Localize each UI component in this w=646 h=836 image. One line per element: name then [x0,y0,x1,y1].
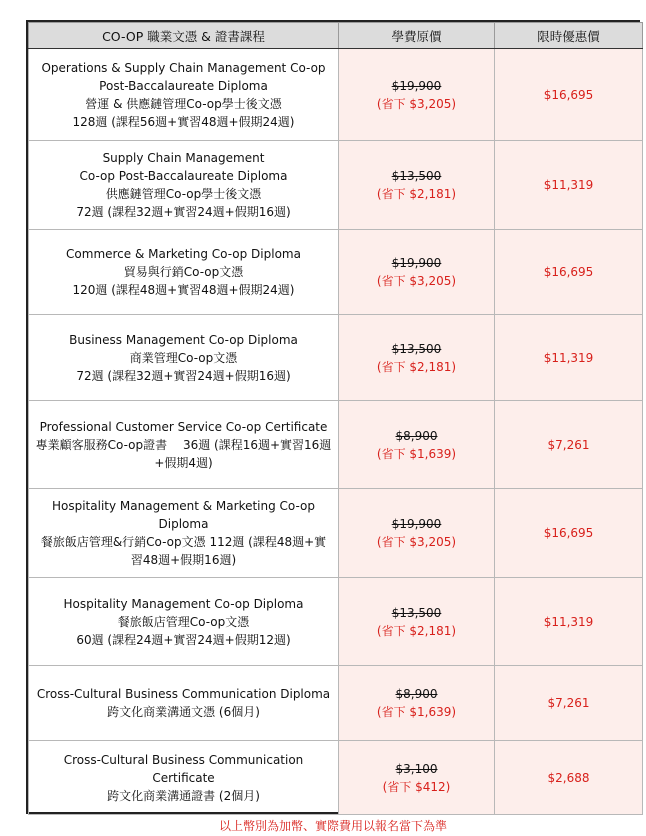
original-price: $13,500 [391,605,442,620]
course-line: 跨文化商業溝通證書 (2個月) [107,788,260,803]
course-line: 營運 & 供應鏈管理Co-op學士後文憑 [85,96,282,111]
course-line: 專業顧客服務Co-op證書 36週 (課程16週+實習16週 [35,437,332,452]
original-price-cell [339,49,495,141]
header-original-price: 學費原價 [339,23,495,49]
course-line: 128週 (課程56週+實習48週+假期24週) [72,114,295,129]
course-line: 60週 (課程24週+實習24週+假期12週) [76,632,291,647]
original-price-cell [339,315,495,401]
course-line: Diploma [158,517,209,531]
course-name-cell [29,578,339,666]
original-price: $19,900 [391,256,442,270]
course-line: Operations & Supply Chain Management Co-op [41,60,326,75]
saving-amount: (省下 $3,205) [376,274,457,288]
table-header-row [29,23,643,49]
course-name-cell [29,230,339,315]
course-line: +假期4週) [154,455,213,470]
course-line: 貿易與行銷Co-op文憑 [123,265,244,279]
original-price: $3,100 [395,761,438,776]
original-price: $19,900 [391,78,442,93]
table-row [29,230,643,315]
course-line: 供應鏈管理Co-op學士後文憑 [105,187,262,201]
course-line: Co-op Post-Baccalaureate Diploma [79,169,288,183]
course-line: 跨文化商業溝通文憑 (6個月) [107,705,260,719]
sale-price-cell: $7,261 [495,666,643,741]
saving-amount: (省下 $3,205) [376,96,457,111]
sale-price-cell: $16,695 [495,230,643,315]
course-name-cell [29,141,339,230]
course-line: Business Management Co-op Diploma [69,332,298,347]
header-course: CO-OP 職業文憑 & 證書課程 [29,23,339,49]
course-line: Supply Chain Management [102,151,265,165]
table-row [29,741,643,815]
sale-price-cell: $11,319 [495,141,643,230]
course-line: 商業管理Co-op文憑 [129,350,238,365]
course-line: Post-Baccalaureate Diploma [99,78,268,93]
saving-amount: (省下 $2,181) [376,187,457,201]
table-row [29,141,643,230]
saving-amount: (省下 $412) [382,779,451,794]
table-row [29,49,643,141]
table-row [29,489,643,578]
header-sale-price: 限時優惠價 [495,23,643,49]
sale-price-cell: $16,695 [495,49,643,141]
table-row [29,315,643,401]
saving-amount: (省下 $2,181) [376,623,457,638]
saving-amount: (省下 $2,181) [376,359,457,374]
original-price-cell [339,401,495,489]
course-line: Hospitality Management Co-op Diploma [63,596,304,611]
course-line: Cross-Cultural Business Communication Diploma [36,687,331,701]
course-line: Cross-Cultural Business Communication Certificate [63,752,304,785]
original-price: $13,500 [391,169,442,183]
saving-amount: (省下 $1,639) [376,705,457,719]
course-name-cell [29,741,339,815]
sale-price-cell: $11,319 [495,578,643,666]
course-line: 餐旅飯店管理&行銷Co-op文憑 112週 (課程48週+實 [40,535,327,549]
course-line: Commerce & Marketing Co-op Diploma [66,247,301,261]
original-price: $8,900 [395,428,438,443]
original-price-cell [339,578,495,666]
table-row [29,401,643,489]
table-row [29,578,643,666]
table-body [29,49,643,815]
course-name-cell [29,315,339,401]
saving-amount: (省下 $1,639) [376,446,457,461]
course-name-cell [29,49,339,141]
original-price: $8,900 [395,687,438,701]
course-name-cell [29,401,339,489]
sale-price-cell: $2,688 [495,741,643,815]
original-price-cell [339,230,495,315]
price-table [28,22,643,815]
course-line: Hospitality Management & Marketing Co-op [51,499,316,513]
sale-price-cell: $11,319 [495,315,643,401]
original-price: $13,500 [391,341,442,356]
course-line: 72週 (課程32週+實習24週+假期16週) [76,368,291,383]
table-row [29,666,643,741]
course-line: Professional Customer Service Co-op Certificate [39,419,328,434]
original-price-cell [339,741,495,815]
sale-price-cell: $16,695 [495,489,643,578]
saving-amount: (省下 $3,205) [376,535,457,549]
sale-price-cell: $7,261 [495,401,643,489]
course-name-cell [29,489,339,578]
course-line: 72週 (課程32週+實習24週+假期16週) [76,205,291,219]
course-line: 餐旅飯店管理Co-op文憑 [117,614,250,629]
course-name-cell [29,666,339,741]
original-price: $19,900 [391,517,442,531]
course-line: 120週 (課程48週+實習48週+假期24週) [72,283,295,297]
original-price-cell [339,489,495,578]
currency-footnote: 以上幣別為加幣、實際費用以報名當下為準 [218,819,447,833]
original-price-cell [339,666,495,741]
course-line: 習48週+假期16週) [130,553,237,567]
original-price-cell [339,141,495,230]
price-table-frame [26,20,640,814]
